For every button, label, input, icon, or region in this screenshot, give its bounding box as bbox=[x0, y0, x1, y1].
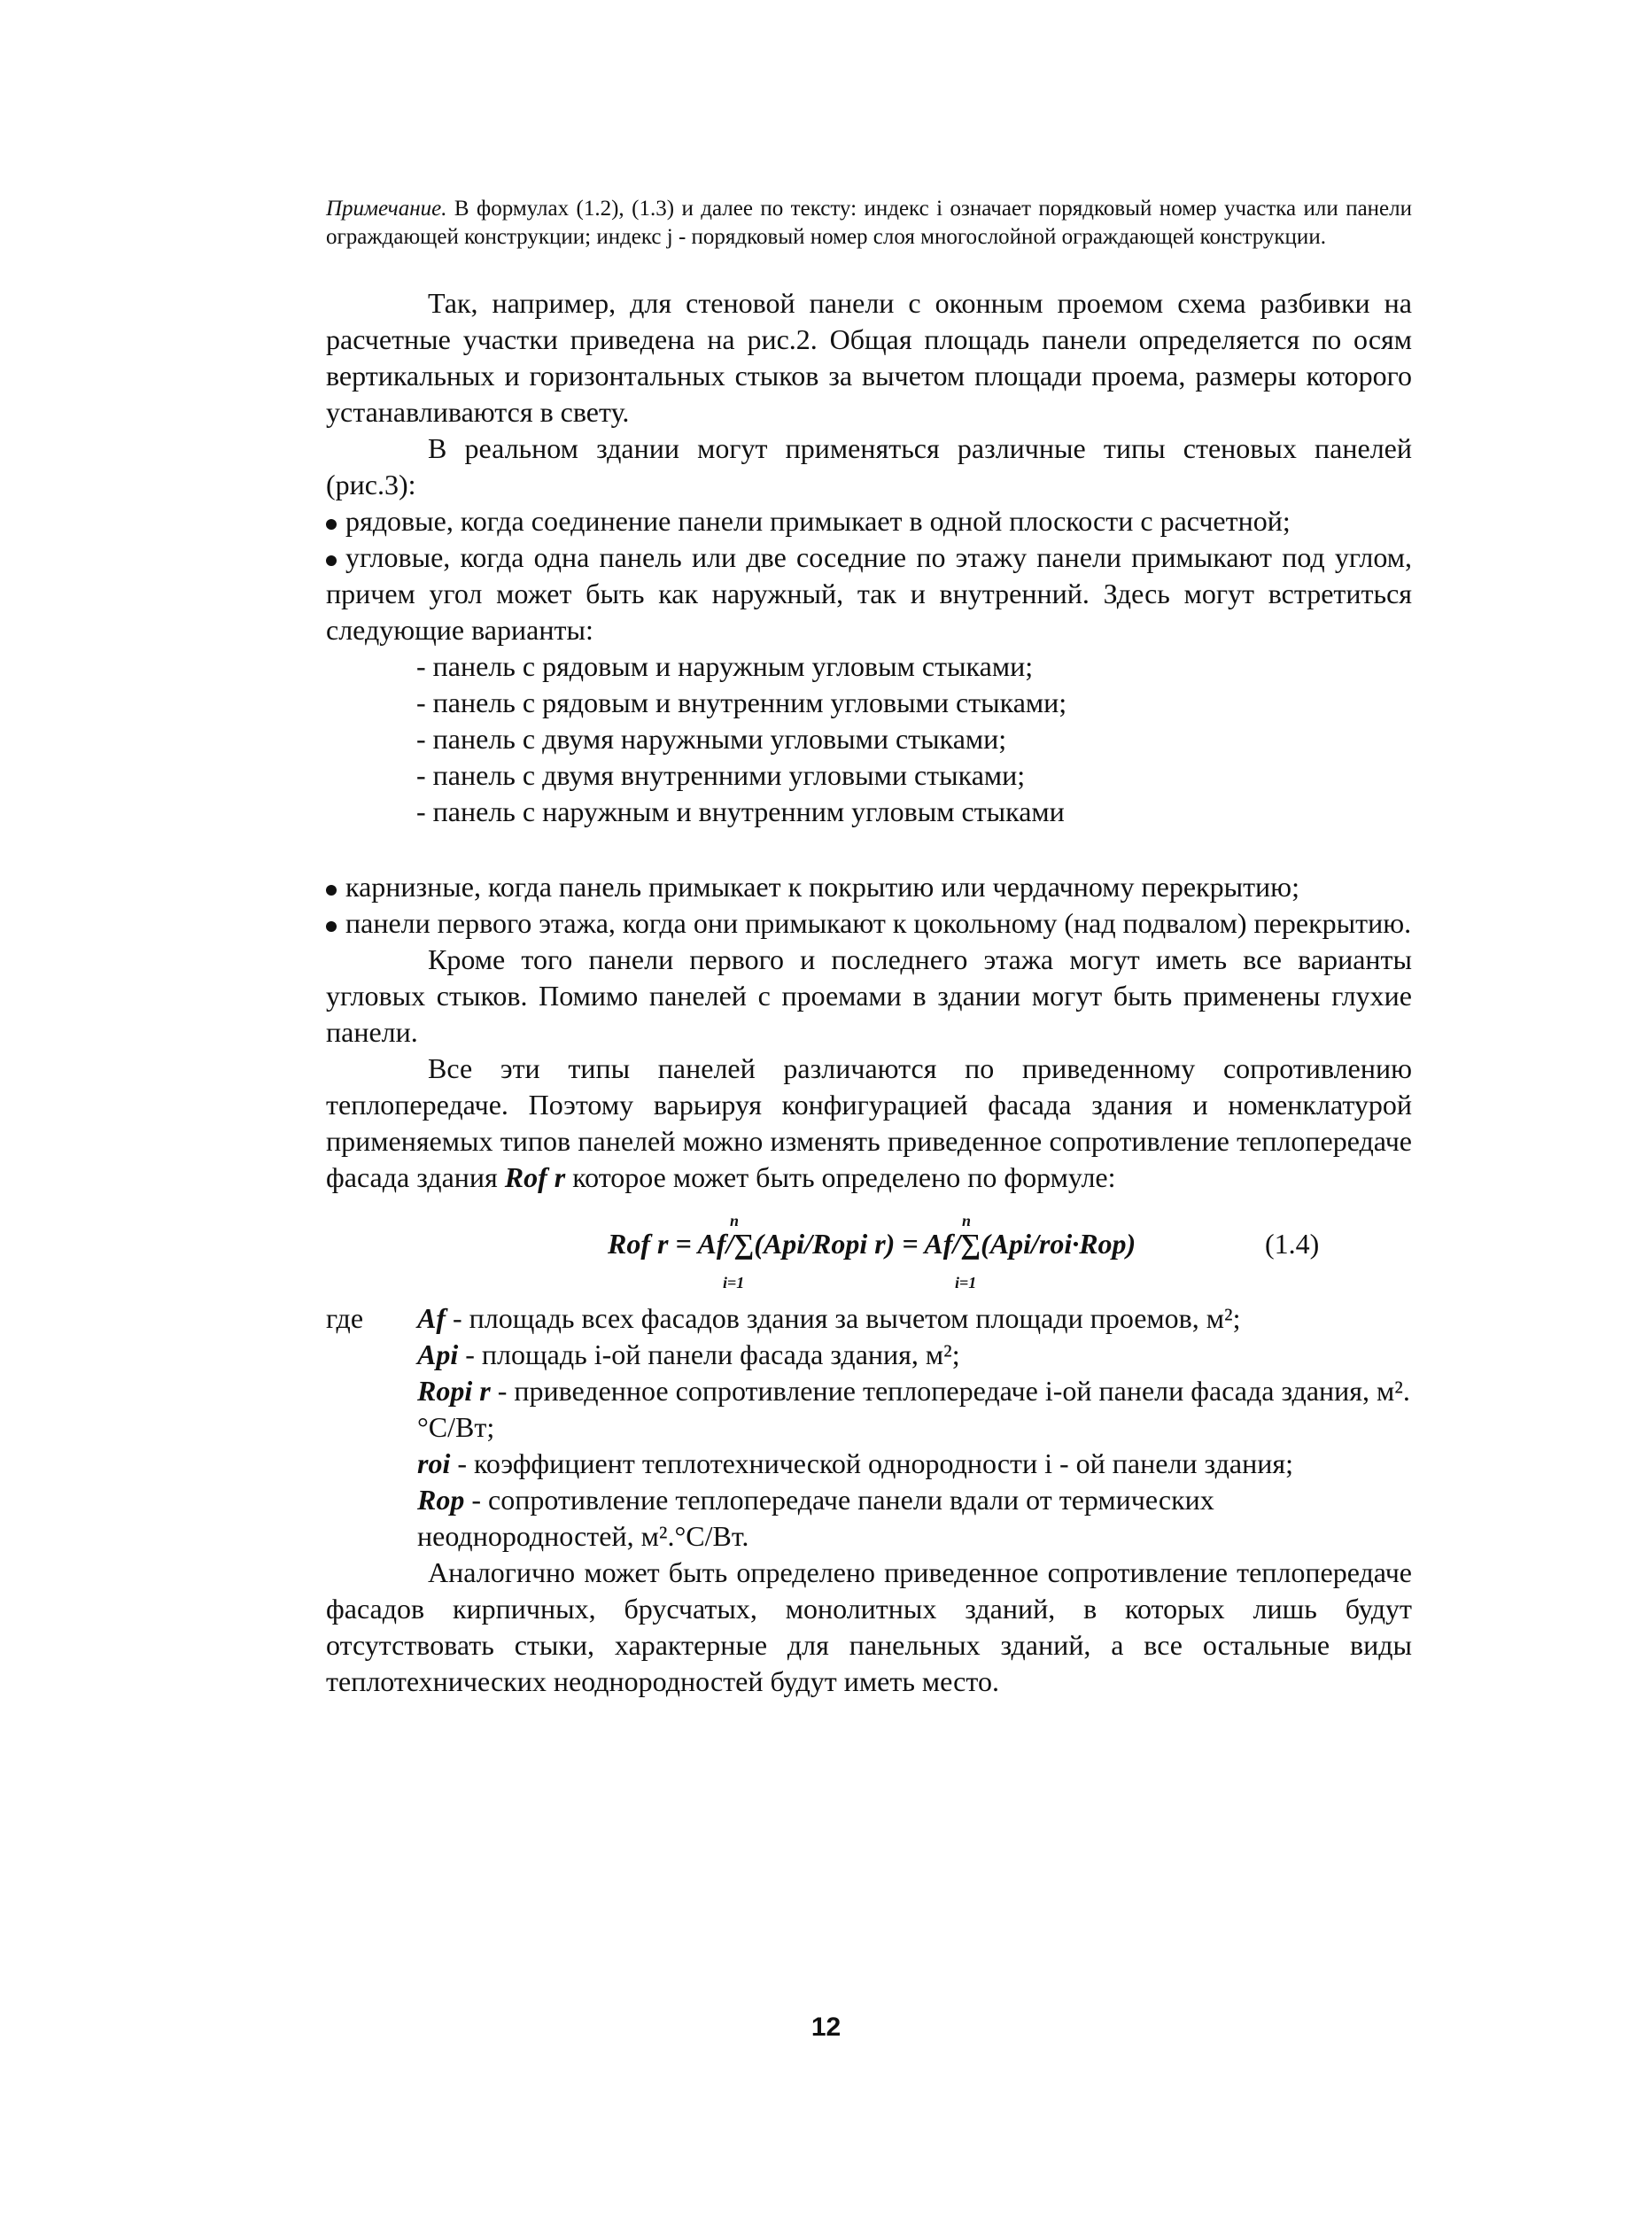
bullet-item bbox=[326, 539, 1412, 648]
variant-item: - панель с двумя наружными угловыми стыками; bbox=[416, 723, 1007, 755]
definition-item bbox=[417, 1482, 1412, 1555]
footnote-text: В формулах (1.2), (1.3) и далее по тексту: индекс i означает порядковый номер участка или панели ограждающей конструкции; индекс j - порядковый номер слоя многослойной ограждающей конструкции. bbox=[326, 197, 1413, 249]
paragraph-4 bbox=[326, 1051, 1412, 1196]
definition-symbol: Ropi r bbox=[417, 1375, 491, 1407]
paragraph-5: Аналогично может быть определено приведенное сопротивление теплопередаче фасадов кирпичных, брусчатых, монолитных зданий, в которых лишь будут отсутствовать стыки, характерные для панельных зданий, а все остальные виды теплотехнических неоднородностей будут иметь место. bbox=[326, 1556, 1412, 1697]
bullet-icon bbox=[326, 555, 337, 566]
resistance-symbol: Rof r bbox=[504, 1161, 566, 1193]
definition-text: - площадь всех фасадов здания за вычетом площади проемов, м²; bbox=[446, 1302, 1241, 1334]
sum-upper-limit: n bbox=[730, 1212, 740, 1229]
bullet-item bbox=[326, 905, 1412, 942]
variant-item: - панель с рядовым и внутренним угловыми стыками; bbox=[416, 686, 1067, 718]
footnote bbox=[326, 195, 1412, 252]
definition-text: - площадь i-ой панели фасада здания, м²; bbox=[458, 1338, 960, 1370]
definition-item bbox=[417, 1337, 1412, 1373]
definition-symbol: Af bbox=[417, 1302, 446, 1334]
sum-lower-limit: i=1 bbox=[723, 1274, 745, 1292]
bullet-text: угловые, когда одна панель или две соседние по этажу панели примыкают под углом, причем угол может быть как наружный, так и внутренний. Здесь могут встретиться следующие варианты: bbox=[326, 541, 1412, 646]
formula-block bbox=[326, 1203, 1412, 1300]
paragraph-4-end: которое может быть определено по формуле: bbox=[572, 1161, 1116, 1193]
sum-upper-limit: n bbox=[962, 1212, 972, 1229]
definition-symbol: Rop bbox=[417, 1484, 465, 1516]
bullet-icon bbox=[326, 885, 337, 896]
paragraph-2: В реальном здании могут применяться различные типы стеновых панелей (рис.3): bbox=[326, 432, 1412, 500]
bullet-icon bbox=[326, 519, 337, 530]
page-number: 12 bbox=[810, 2013, 842, 2042]
paragraph-1: Так, например, для стеновой панели с оконным проемом схема разбивки на расчетные участки приведена на рис.2. Общая площадь панели определяется по осям вертикальных и горизонтальных стыков за вычетом площади проема, размеры которого устанавливаются в свету. bbox=[326, 287, 1412, 428]
definition-text: - сопротивление теплопередаче панели вдали от термических неоднородностей, м².°С/Вт. bbox=[417, 1484, 1214, 1552]
paragraph-3: Кроме того панели первого и последнего этажа могут иметь все варианты угловых стыков. Помимо панелей с проемами в здании могут быть применены глухие панели. bbox=[326, 943, 1412, 1048]
formula-expression: Rof r = Af/∑(Api/Ropi r) = Af/∑(Api/roi·Rop) bbox=[608, 1228, 1136, 1260]
definition-item bbox=[417, 1300, 1412, 1337]
variant-item: - панель с двумя внутренними угловыми стыками; bbox=[416, 759, 1026, 791]
sum-lower-limit: i=1 bbox=[955, 1274, 977, 1292]
definitions bbox=[326, 1300, 1412, 1555]
paragraph-4-text: Все эти типы панелей различаются по приведенному сопротивлению теплопередаче. Поэтому варьируя конфигурацией фасада здания и номенклатурой применяемых типов панелей можно изменять приведенное сопротивление теплопередаче фасада здания bbox=[326, 1052, 1412, 1193]
variant-list bbox=[416, 648, 1412, 830]
definition-item bbox=[417, 1373, 1412, 1446]
variant-item: - панель с рядовым и наружным угловым стыками; bbox=[416, 650, 1034, 682]
definition-list bbox=[417, 1300, 1412, 1555]
equation-number: (1.4) bbox=[1265, 1228, 1320, 1260]
page-content bbox=[326, 173, 1412, 1700]
definition-symbol: roi bbox=[417, 1447, 451, 1479]
bullet-text: панели первого этажа, когда они примыкают к цокольному (над подвалом) перекрытию. bbox=[345, 907, 1412, 939]
definition-symbol: Api bbox=[417, 1338, 459, 1370]
bullet-item bbox=[326, 869, 1412, 905]
where-label: где bbox=[326, 1302, 364, 1334]
definition-item bbox=[417, 1446, 1412, 1482]
bullet-text: карнизные, когда панель примыкает к покрытию или чердачному перекрытию; bbox=[345, 871, 1299, 903]
body-text bbox=[326, 285, 1412, 1700]
variant-item: - панель с наружным и внутренним угловым стыками bbox=[416, 795, 1065, 827]
definition-text: - коэффициент теплотехнической однородности i - ой панели здания; bbox=[450, 1447, 1293, 1479]
definition-text: - приведенное сопротивление теплопередаче i-ой панели фасада здания, м².°С/Вт; bbox=[417, 1375, 1410, 1443]
footnote-label: Примечание. bbox=[326, 197, 447, 221]
bullet-item bbox=[326, 503, 1412, 539]
bullet-text: рядовые, когда соединение панели примыкает в одной плоскости с расчетной; bbox=[345, 505, 1291, 537]
bullet-icon bbox=[326, 921, 337, 932]
